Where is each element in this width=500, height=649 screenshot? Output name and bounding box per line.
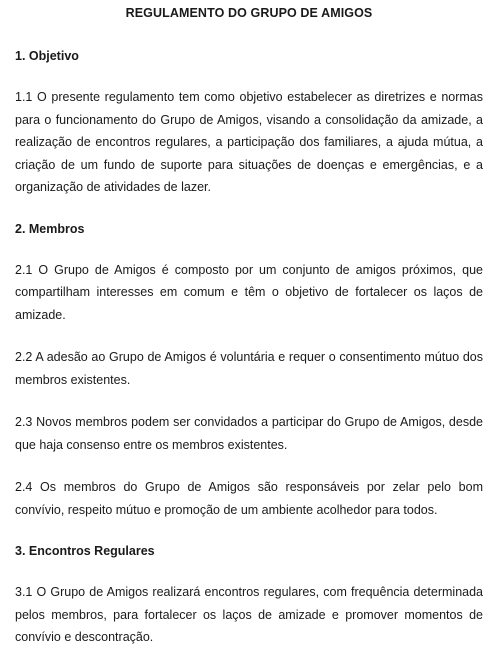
section-objetivo [15, 48, 483, 199]
section-membros [15, 221, 483, 522]
section-heading: 2. Membros [15, 221, 85, 236]
section-heading: 1. Objetivo [15, 49, 79, 63]
section-heading: 3. Encontros Regulares [15, 544, 155, 558]
paragraph-2-2: 2.2 A adesão ao Grupo de Amigos é voluntária e requer o consentimento mútuo dos membros existentes. [15, 350, 483, 387]
document-title: REGULAMENTO DO GRUPO DE AMIGOS [125, 6, 373, 20]
section-encontros-regulares [15, 543, 483, 649]
paragraph-2-4: 2.4 Os membros do Grupo de Amigos são responsáveis por zelar pelo bom convívio, respeito mútuo e promoção de um ambiente acolhedor para todos. [15, 480, 483, 517]
paragraph-2-3: 2.3 Novos membros podem ser convidados a participar do Grupo de Amigos, desde que haja consenso entre os membros existentes. [15, 415, 483, 452]
paragraph-3-1: 3.1 O Grupo de Amigos realizará encontros regulares, com frequência determinada pelos membros, para fortalecer os laços de amizade e promover momentos de convívio e descontração. [15, 585, 483, 644]
paragraph-1-1: 1.1 O presente regulamento tem como objetivo estabelecer as diretrizes e normas para o funcionamento do Grupo de Amigos, visando a consolidação da amizade, a realização de encontros regulares, a participação dos familiares, a ajuda mútua, a criação de um fundo de suporte para situações de doenças e emergências, e a organização de atividades de lazer. [15, 90, 483, 194]
paragraph-2-1: 2.1 O Grupo de Amigos é composto por um conjunto de amigos próximos, que compartilham interesses em comum e têm o objetivo de fortalecer os laços de amizade. [15, 262, 483, 322]
